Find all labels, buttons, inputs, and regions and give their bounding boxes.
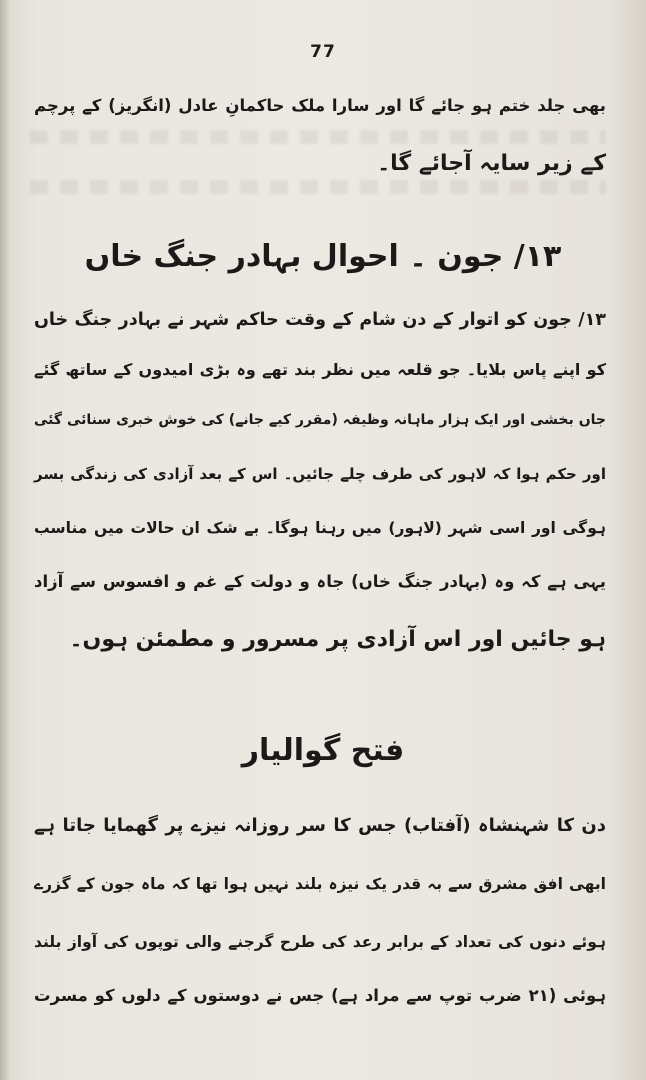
paragraph-line: ہوئی (۲۱ ضرب توپ سے مراد ہے) جس نے دوستوں کے دلوں کو مسرت (34, 986, 607, 1005)
paragraph-line: ہوئے دنوں کی تعداد کے برابر رعد کی طرح گرجنے والی توپوں کی آواز بلند (34, 933, 606, 951)
section-heading: ۱۳/ جون ۔ احوال بہادر جنگ خاں (84, 239, 562, 274)
section-heading: فتح گوالیار (241, 733, 405, 768)
paragraph-line: یہی ہے کہ وہ (بہادر جنگ خاں) جاہ و دولت کے غم و افسوس سے آزاد (34, 572, 606, 591)
paragraph-line: ہو جائیں اور اس آزادی پر مسرور و مطمئن ہوں۔ (69, 627, 606, 652)
page-number: 77 (310, 42, 336, 62)
show-through-marks (30, 130, 606, 144)
page-gutter-shadow (0, 0, 10, 1080)
paragraph-line: ابھی افق مشرق سے بہ قدر یک نیزہ بلند نہیں ہوا تھا کہ ماہ جون کے گزرے (34, 875, 606, 893)
paragraph-line: اور حکم ہوا کہ لاہور کی طرف چلے جائیں۔ اس کے بعد آزادی کی زندگی بسر (34, 465, 606, 483)
paragraph-line: دن کا شہنشاہ (آفتاب) جس کا سر روزانہ نیزے پر گھمایا جاتا ہے (34, 815, 606, 836)
paragraph-line: جاں بخشی اور ایک ہزار ماہانہ وظیفہ (مقرر کیے جانے) کی خوش خبری سنائی گئی (34, 412, 606, 428)
paragraph-line: ۱۳/ جون کو اتوار کے دن شام کے وقت حاکم شہر نے بہادر جنگ خاں (34, 310, 606, 330)
paragraph-line: بھی جلد ختم ہو جائے گا اور سارا ملک حاکمانِ عادل (انگریز) کے پرچم (34, 96, 606, 115)
paragraph-line: کو اپنے پاس بلایا۔ جو قلعہ میں نظر بند تھے وہ بڑی امیدوں کے ساتھ گئے (34, 360, 606, 379)
paragraph-line: ہوگی اور اسی شہر (لاہور) میں رہنا ہوگا۔ بے شک ان حالات میں مناسب (34, 519, 606, 537)
paragraph-line: کے زیر سایہ آجائے گا۔ (377, 151, 606, 176)
